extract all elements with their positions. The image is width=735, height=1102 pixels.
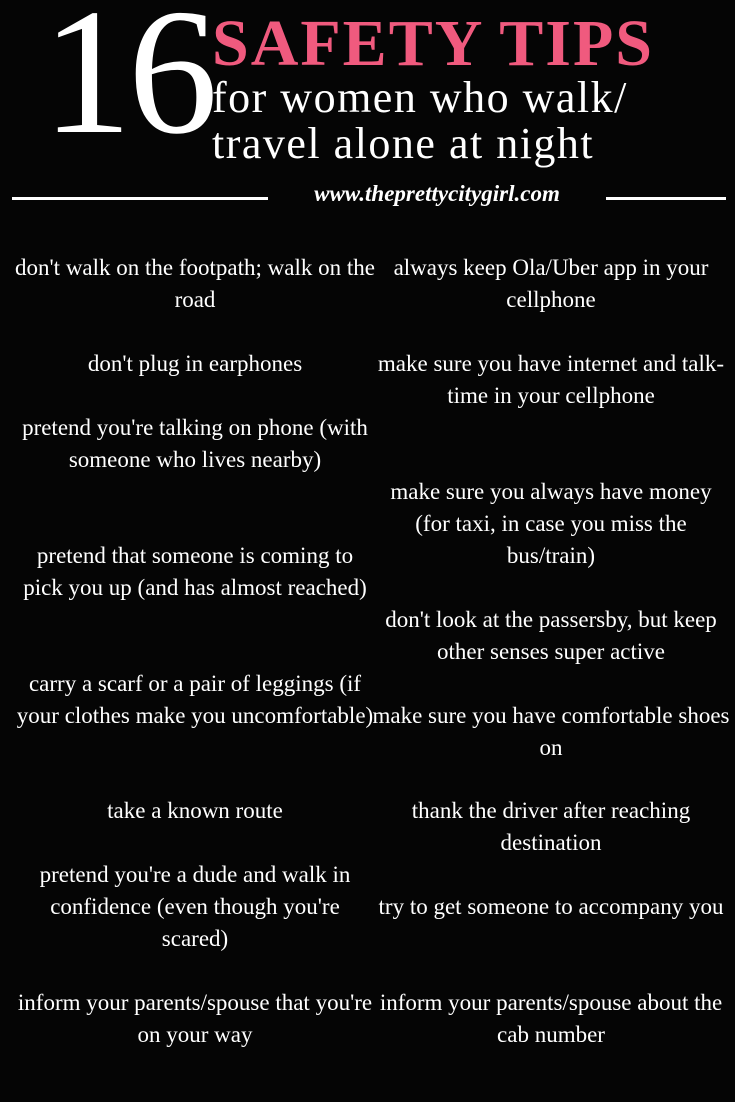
tip-item: always keep Ola/Uber app in your cellphone — [393, 255, 709, 312]
tip-item: pretend that someone is coming to pick you up (and has almost reached) — [23, 543, 367, 600]
tip-item: don't plug in earphones — [87, 351, 303, 376]
tip-count-number: 16 — [42, 0, 214, 171]
website-url: www.theprettycitygirl.com — [314, 181, 560, 206]
tip-item: make sure you always have money (for taxi, in case you miss the bus/train) — [390, 479, 712, 568]
tip-item: take a known route — [107, 798, 283, 823]
divider-left — [12, 197, 268, 200]
page-title: SAFETY TIPS — [212, 7, 654, 80]
tip-item: pretend you're talking on phone (with someone who lives nearby) — [22, 415, 368, 472]
divider-right — [606, 197, 726, 200]
subtitle-line-2: travel alone at night — [212, 119, 595, 168]
tip-item: make sure you have comfortable shoes on — [372, 703, 730, 760]
tip-item: pretend you're a dude and walk in confidence (even though you're scared) — [39, 862, 351, 951]
tip-item: try to get someone to accompany you — [378, 894, 724, 919]
tip-item: don't walk on the footpath; walk on the road — [15, 255, 375, 312]
tip-item: make sure you have internet and talk-time in your cellphone — [377, 351, 725, 408]
tip-item: don't look at the passersby, but keep other senses super active — [385, 607, 717, 664]
subtitle-line-1: for women who walk/ — [212, 73, 628, 122]
tip-item: thank the driver after reaching destination — [411, 798, 691, 855]
tip-item: inform your parents/spouse that you're on your way — [17, 990, 373, 1047]
tip-item: inform your parents/spouse about the cab number — [379, 990, 723, 1047]
tip-item: carry a scarf or a pair of leggings (if your clothes make you uncomfortable) — [16, 671, 374, 728]
